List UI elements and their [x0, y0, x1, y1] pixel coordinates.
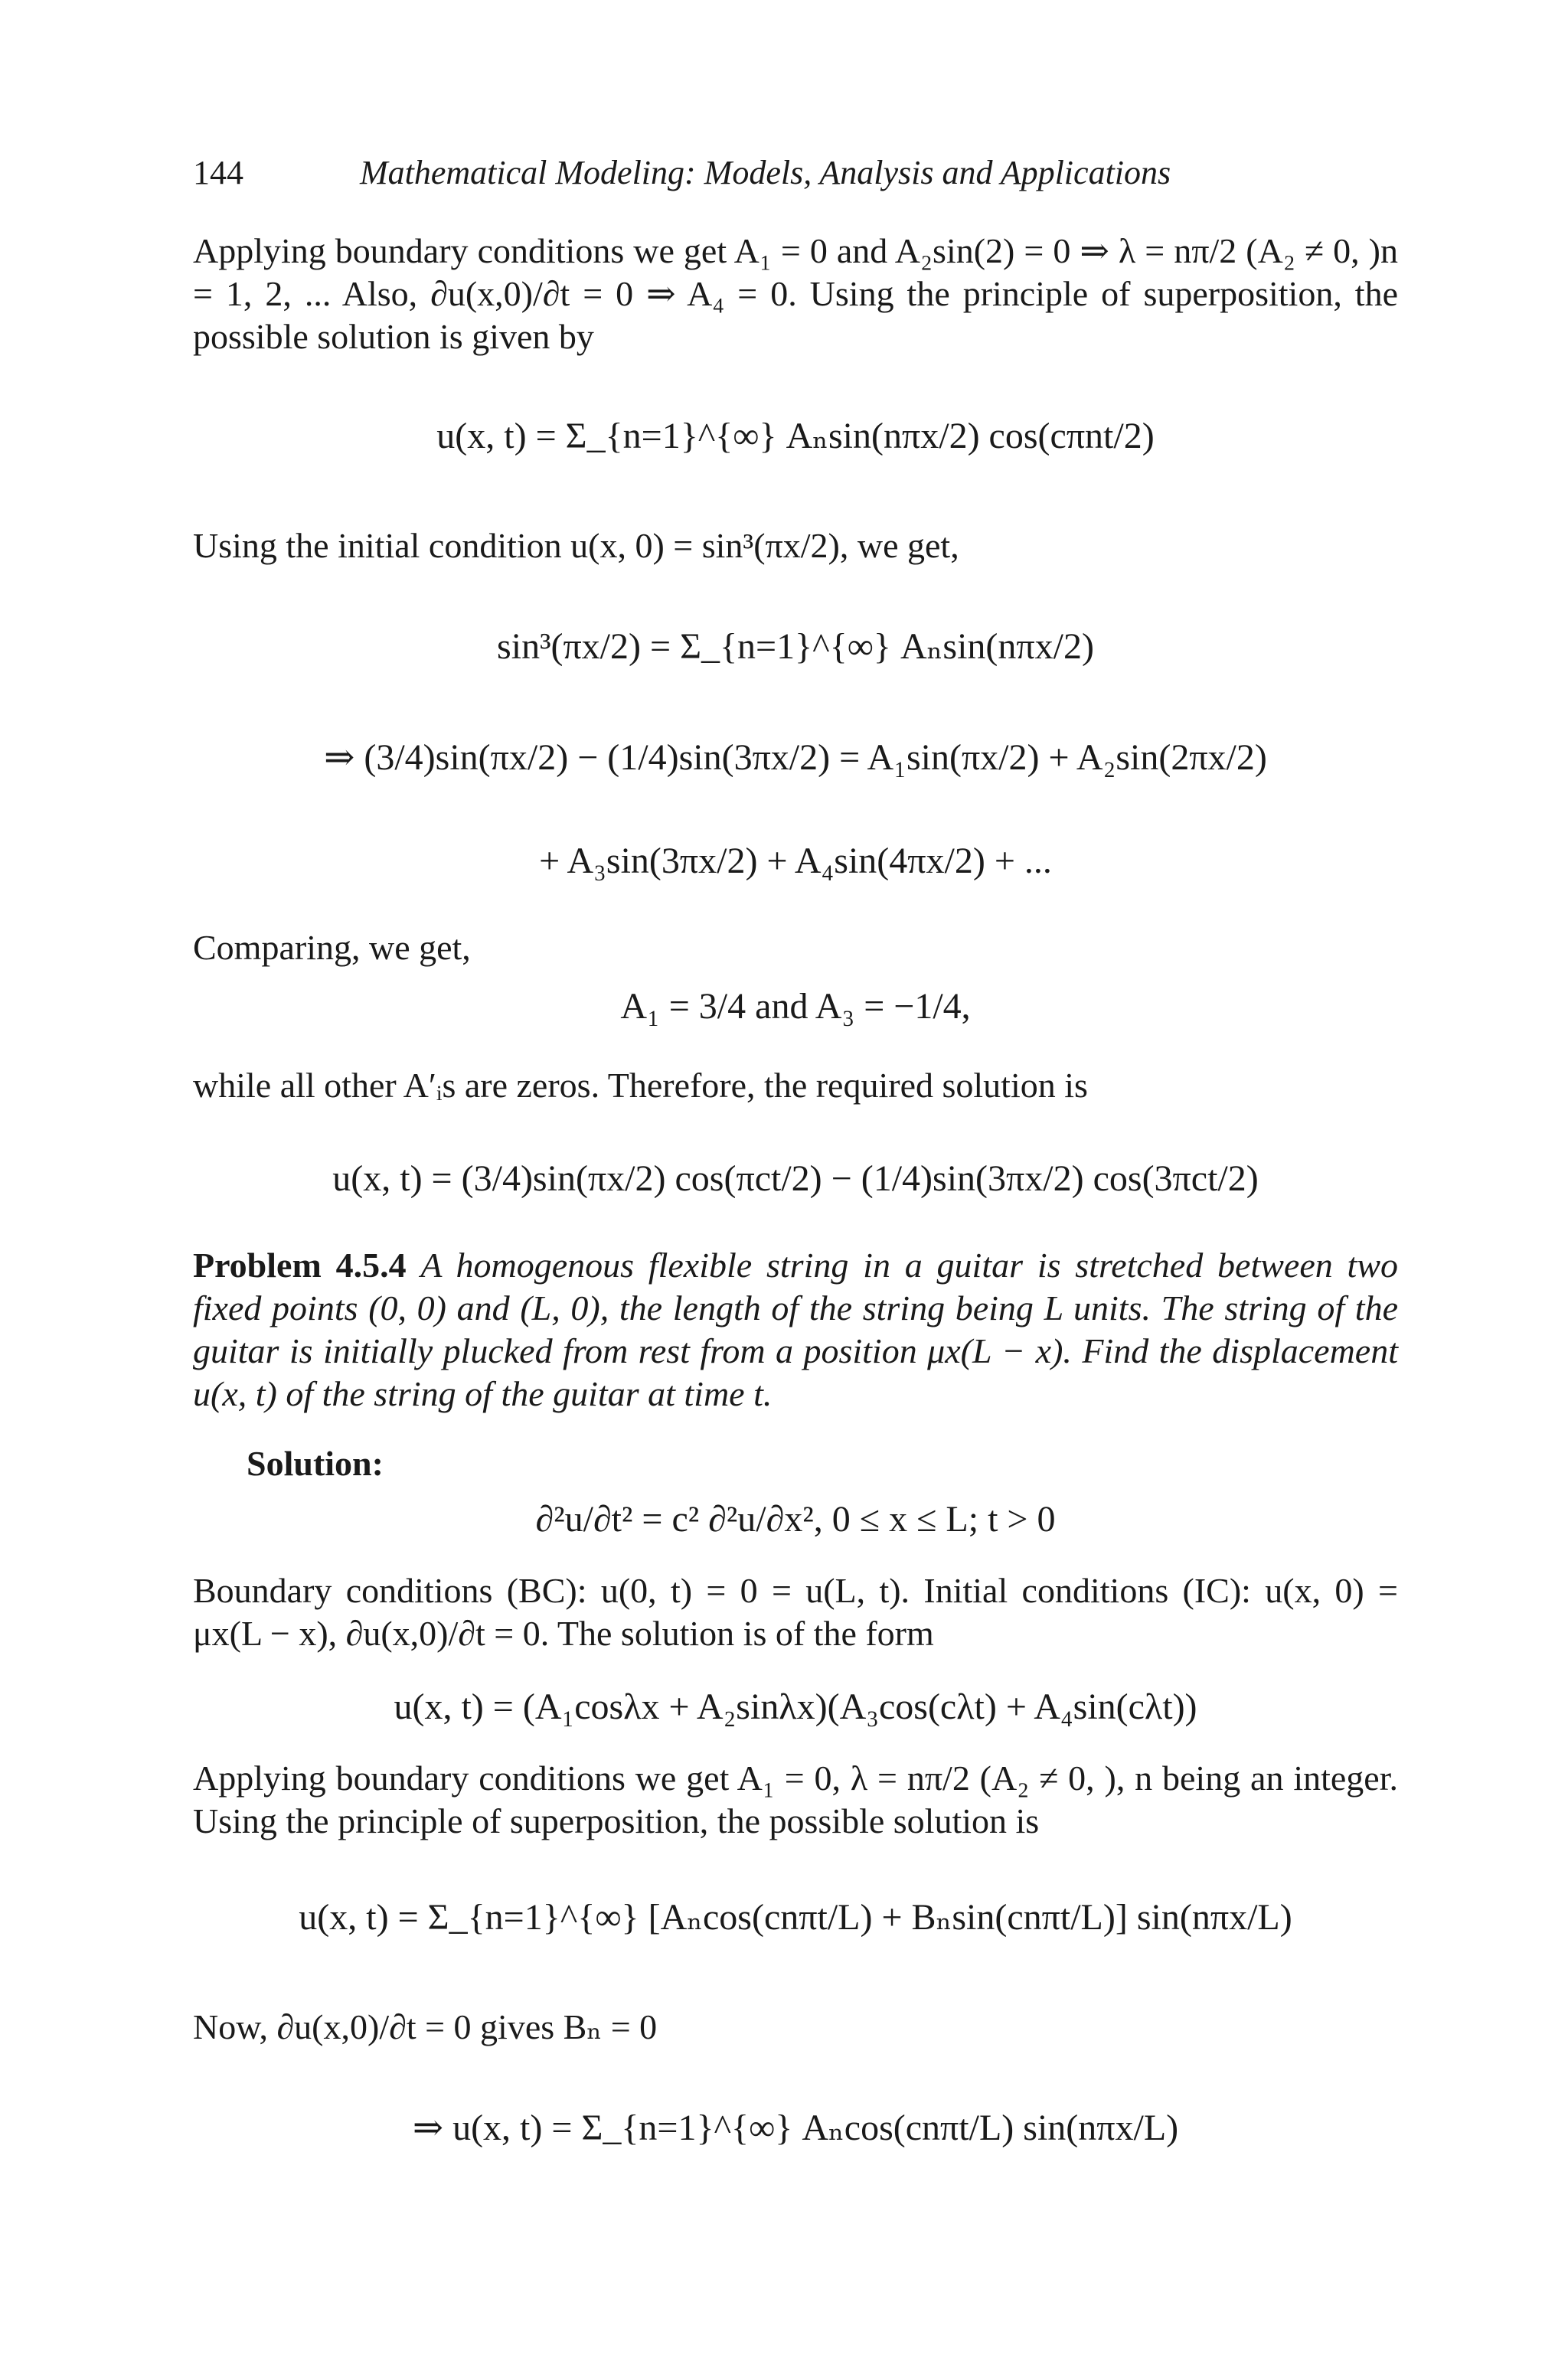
page-number: 144	[193, 154, 243, 191]
equation-coefficients: A₁ = 3/4 and A₃ = −1/4,	[620, 986, 971, 1027]
equation-expansion-line2: ⇒ (3/4)sin(πx/2) − (1/4)sin(3πx/2) = A₁sin(πx/2) + A₂sin(2πx/2)	[324, 737, 1267, 778]
running-title: Mathematical Modeling: Models, Analysis and Applications	[360, 154, 1171, 191]
equation-expansion-line3: + A₃sin(3πx/2) + A₄sin(4πx/2) + ...	[539, 841, 1052, 881]
paragraph-boundary-conditions: Applying boundary conditions we get A₁ = 0 and A₂sin(2) = 0 ⇒ λ = nπ/2 (A₂ ≠ 0, )n = 1, 2, ... Also, ∂u(x,0)/∂t = 0 ⇒ A₄ = 0. Using the principle of superposition, the possible solution is given by	[193, 231, 1398, 356]
equation-wave: ∂²u/∂t² = c² ∂²u/∂x², 0 ≤ x ≤ L; t > 0	[535, 1499, 1056, 1540]
equation-expansion-line1: sin³(πx/2) = Σ_{n=1}^{∞} Aₙsin(nπx/2)	[497, 626, 1094, 667]
problem-statement	[193, 1244, 1398, 1416]
equation-general-solution: u(x, t) = Σ_{n=1}^{∞} Aₙsin(nπx/2) cos(cπnt/2)	[436, 416, 1155, 456]
paragraph-bn-zero: Now, ∂u(x,0)/∂t = 0 gives Bₙ = 0	[193, 2007, 658, 2046]
equation-final-series: ⇒ u(x, t) = Σ_{n=1}^{∞} Aₙcos(cnπt/L) sin(nπx/L)	[412, 2108, 1179, 2148]
solution-label: Solution:	[247, 1444, 384, 1483]
paragraph-comparing: Comparing, we get,	[193, 928, 471, 967]
paragraph-superposition: Applying boundary conditions we get A₁ = 0, λ = nπ/2 (A₂ ≠ 0, ), n being an integer. Using the principle of superposition, the possible solution is	[193, 1758, 1398, 1840]
equation-required-solution: u(x, t) = (3/4)sin(πx/2) cos(πct/2) − (1/4)sin(3πx/2) cos(3πct/2)	[332, 1158, 1259, 1199]
paragraph-initial-condition: Using the initial condition u(x, 0) = sin³(πx/2), we get,	[193, 526, 959, 565]
problem-label: Problem 4.5.4	[193, 1246, 407, 1285]
equation-series-solution: u(x, t) = Σ_{n=1}^{∞} [Aₙcos(cnπt/L) + Bₙsin(cnπt/L)] sin(nπx/L)	[299, 1897, 1292, 1938]
paragraph-required-solution: while all other A′ᵢs are zeros. Therefore, the required solution is	[193, 1066, 1088, 1105]
problem-text: A homogenous flexible string in a guitar is stretched between two fixed points (0, 0) and (L, 0), the length of the string being L units. The string of the guitar is initially plucked from rest from a position μx(L − x). Find the displacement u(x, t) of the string of the guitar at time t.	[193, 1246, 1398, 1413]
paragraph-bc-ic: Boundary conditions (BC): u(0, t) = 0 = u(L, t). Initial conditions (IC): u(x, 0) = μx(L − x), ∂u(x,0)/∂t = 0. The solution is of the form	[193, 1571, 1398, 1653]
equation-separated-form: u(x, t) = (A₁cosλx + A₂sinλx)(A₃cos(cλt) + A₄sin(cλt))	[394, 1687, 1197, 1727]
